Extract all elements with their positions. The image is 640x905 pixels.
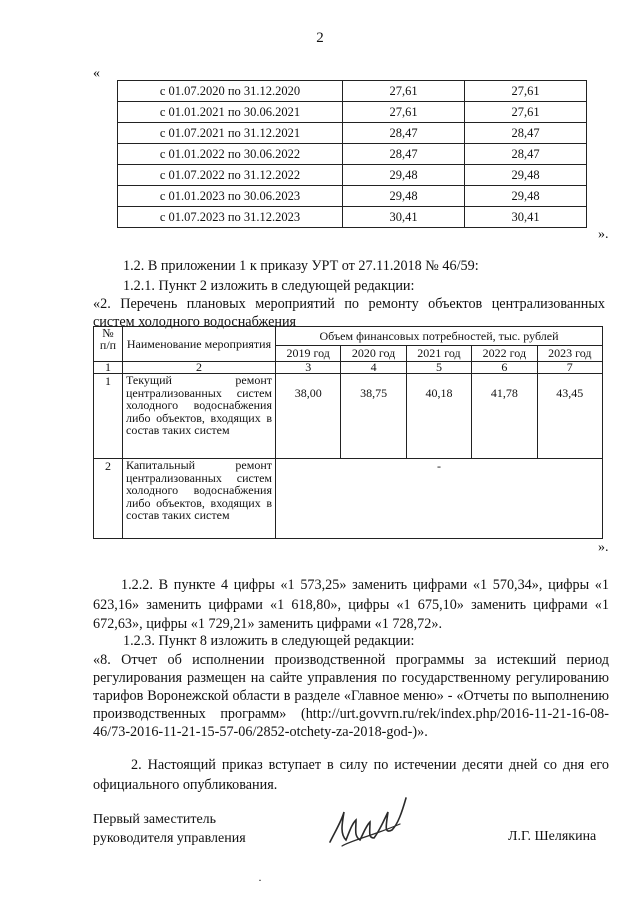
rate-row: [118, 144, 587, 165]
plan-header-name: Наименование мероприятия: [123, 327, 276, 362]
rate-row: [118, 165, 587, 186]
rate-period: с 01.07.2021 по 31.12.2021: [118, 123, 343, 144]
rate-value-2: 29,48: [465, 165, 587, 186]
rate-period: с 01.07.2020 по 31.12.2020: [118, 81, 343, 102]
rate-row: [118, 207, 587, 228]
signatory-title-line2: руководителя управления: [93, 831, 246, 846]
plan-column-number: 3: [276, 362, 341, 374]
section-1-2-2-text: 1.2.2. В пункте 4 цифры «1 573,25» заменить цифрами «1 570,34», цифры «1 623,16» заменить цифрами «1 618,80», цифры «1 675,10» заменить цифрами «1 672,63», цифры «1 729,21» заменить цифрами «1 728,72».: [93, 577, 609, 632]
rate-value-1: 30,41: [343, 207, 465, 228]
rate-value-1: 29,48: [343, 186, 465, 207]
section-1-2: 1.2. В приложении 1 к приказу УРТ от 27.11.2018 № 46/59:: [123, 258, 479, 274]
plan-row-1: [94, 374, 603, 459]
rate-period: с 01.07.2022 по 31.12.2022: [118, 165, 343, 186]
section-1-2-2: [93, 576, 609, 635]
quote-open-mark: «: [93, 66, 100, 81]
rate-row: [118, 81, 587, 102]
rate-row: [118, 186, 587, 207]
rate-value-1: 28,47: [343, 123, 465, 144]
handwritten-signature: [322, 790, 422, 860]
plan-header-year: 2020 год: [341, 346, 406, 362]
rate-value-2: 30,41: [465, 207, 587, 228]
rate-period: с 01.07.2023 по 31.12.2023: [118, 207, 343, 228]
plan-header-num: № п/п: [94, 327, 123, 362]
signatory-title: [93, 810, 246, 848]
rate-row: [118, 102, 587, 123]
plan-column-number: 1: [94, 362, 123, 374]
rate-value-1: 28,47: [343, 144, 465, 165]
footer-mark: ·: [258, 873, 262, 887]
plan-row-1-value: 38,00: [276, 374, 341, 459]
page-number: 2: [316, 30, 324, 46]
section-1-2-1-quote: «2. Перечень плановых мероприятий по ремонту объектов централизованных систем холодного водоснабжения: [93, 296, 605, 330]
quote-close-mark-2: ».: [598, 540, 609, 555]
signatory-title-line1: Первый заместитель: [93, 812, 217, 827]
section-2-text: 2. Настоящий приказ вступает в силу по истечении десяти дней со дня его официального опубликования.: [93, 757, 609, 793]
plan-header-volume: Объем финансовых потребностей, тыс. рублей: [276, 327, 603, 346]
rate-value-2: 29,48: [465, 186, 587, 207]
quote-close-mark: ».: [598, 227, 609, 242]
section-1-2-3: 1.2.3. Пункт 8 изложить в следующей редакции:: [123, 633, 415, 649]
signatory-name: Л.Г. Шелякина: [508, 829, 597, 844]
section-1-2-3-quote: «8. Отчет об исполнении производственной программы за истекший период регулирования размещен на сайте управления по государственному регулированию тарифов Воронежской области в разделе «Главное меню» - «Отчеты по выполнению производственных программ» (http://urt.govvrn.ru/rek/index.php/2016-11-21-16-08-46/73-2016-11-21-15-57-06/2852-otchety-za-2018-god-)».: [93, 652, 609, 740]
rate-value-2: 28,47: [465, 144, 587, 165]
rate-value-2: 28,47: [465, 123, 587, 144]
rate-period: с 01.01.2021 по 30.06.2021: [118, 102, 343, 123]
plan-row-2-name: Капитальный ремонт централизованных систем холодного водоснабжения либо объектов, входящих в состав таких систем: [123, 459, 276, 539]
rate-value-2: 27,61: [465, 102, 587, 123]
plan-header-year: 2021 год: [406, 346, 471, 362]
rate-period: с 01.01.2022 по 30.06.2022: [118, 144, 343, 165]
plan-column-number: 4: [341, 362, 406, 374]
plan-column-number: 5: [406, 362, 471, 374]
plan-row-1-value: 40,18: [406, 374, 471, 459]
plan-column-number: 6: [472, 362, 537, 374]
plan-row-2-num: 2: [94, 459, 123, 539]
plan-row-1-num: 1: [94, 374, 123, 459]
plan-table: [93, 326, 603, 539]
plan-row-1-value: 41,78: [472, 374, 537, 459]
rate-value-2: 27,61: [465, 81, 587, 102]
plan-row-2-dash: -: [276, 459, 603, 539]
plan-row-2: [94, 459, 603, 539]
section-1-2-1: 1.2.1. Пункт 2 изложить в следующей редакции:: [123, 278, 415, 294]
plan-header-year: 2023 год: [537, 346, 602, 362]
plan-column-number: 7: [537, 362, 602, 374]
rate-value-1: 29,48: [343, 165, 465, 186]
rate-row: [118, 123, 587, 144]
rate-value-1: 27,61: [343, 81, 465, 102]
plan-row-1-value: 43,45: [537, 374, 602, 459]
rate-period: с 01.01.2023 по 30.06.2023: [118, 186, 343, 207]
rate-table: [117, 80, 587, 228]
plan-header-year: 2022 год: [472, 346, 537, 362]
plan-column-number: 2: [123, 362, 276, 374]
rate-value-1: 27,61: [343, 102, 465, 123]
plan-header-year: 2019 год: [276, 346, 341, 362]
plan-row-1-name: Текущий ремонт централизованных систем холодного водоснабжения либо объектов, входящих в состав таких систем: [123, 374, 276, 459]
plan-row-1-value: 38,75: [341, 374, 406, 459]
